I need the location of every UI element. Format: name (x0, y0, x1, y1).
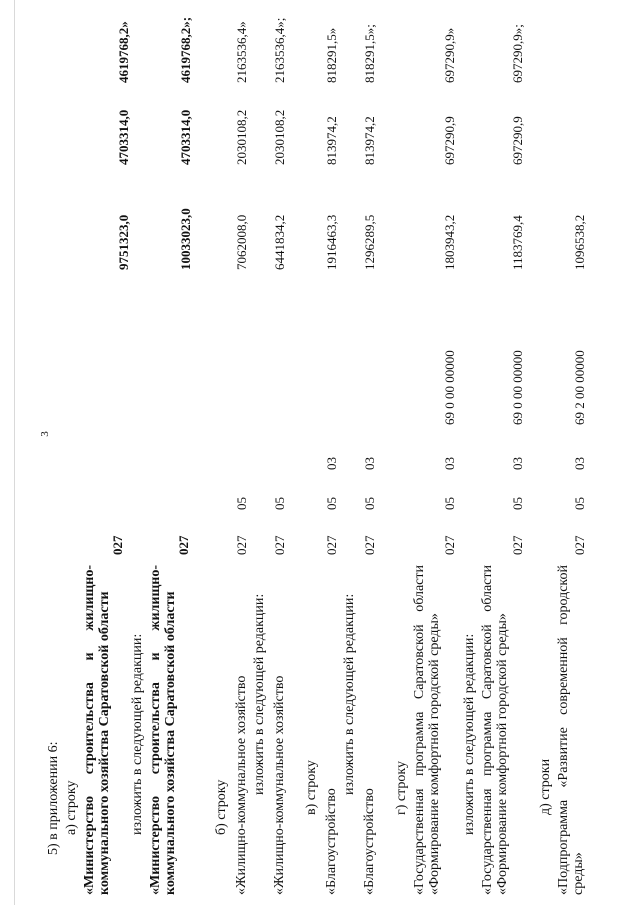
code-subsection: 03 (572, 457, 587, 470)
code-section: 05 (572, 497, 587, 510)
row-description: «Жилищно-коммунальное хозяйство (272, 675, 287, 895)
value-year1: 6441834,2 (272, 214, 287, 270)
code-ministry: 027 (510, 535, 525, 555)
code-ministry: 027 (234, 535, 249, 555)
code-ministry: 027 (442, 535, 457, 555)
value-year2: 2030108,2 (272, 109, 287, 165)
scan-edge-line (14, 0, 15, 905)
block-b-instruction: изложить в следующей редакции: (252, 593, 267, 795)
code-ministry: 027 (176, 535, 191, 555)
row-description: «Министерство строительства и жилищно-коммунального хозяйства Саратовской области (148, 565, 178, 895)
code-section: 05 (234, 497, 249, 510)
intro-text: 5) в приложении 6: (46, 741, 61, 855)
value-year1: 1296289,5 (362, 214, 377, 270)
row-description: «Благоустройство (324, 788, 339, 895)
code-section: 05 (324, 497, 339, 510)
code-target-article: 69 0 00 00000 (510, 350, 525, 425)
value-year3: 2163536,4» (234, 21, 249, 83)
value-year3: 697290,9» (442, 27, 457, 83)
code-ministry: 027 (324, 535, 339, 555)
value-year2: 697290,9 (442, 116, 457, 165)
block-e-label: д) строки (538, 758, 553, 815)
block-d-label: г) строку (394, 760, 409, 815)
row-description: «Благоустройство (362, 788, 377, 895)
code-ministry: 027 (272, 535, 287, 555)
value-year3: 818291,5»; (362, 24, 377, 83)
block-a-instruction: изложить в следующей редакции: (130, 633, 145, 835)
code-ministry: 027 (110, 535, 125, 555)
value-year1: 1916463,3 (324, 214, 339, 270)
code-subsection: 03 (510, 457, 525, 470)
code-ministry: 027 (362, 535, 377, 555)
value-year3: 818291,5» (324, 27, 339, 83)
value-year1: 1096538,2 (572, 214, 587, 270)
value-year1: 9751323,0 (116, 214, 131, 270)
block-a-label: а) строку (64, 780, 79, 835)
rotated-content (38, 0, 638, 895)
value-year1: 1803943,2 (442, 214, 457, 270)
value-year1: 10033023,0 (178, 208, 193, 270)
row-description: «Государственная программа Саратовской области «Формирование комфортной городской среды» (412, 565, 442, 895)
value-year3: 4619768,2»; (178, 16, 193, 83)
value-year1: 1183769,4 (510, 215, 525, 270)
code-subsection: 03 (362, 457, 377, 470)
code-section: 05 (362, 497, 377, 510)
row-description: «Министерство строительства и жилищно-коммунального хозяйства Саратовской области (82, 565, 112, 895)
value-year1: 7062008,0 (234, 214, 249, 270)
row-description: «Государственная программа Саратовской области «Формирование комфортной городской среды» (480, 565, 510, 895)
code-target-article: 69 2 00 00000 (572, 350, 587, 425)
block-c-instruction: изложить в следующей редакции: (342, 593, 357, 795)
block-b-label: б) строку (214, 779, 229, 835)
code-section: 05 (272, 497, 287, 510)
code-target-article: 69 0 00 00000 (442, 350, 457, 425)
code-section: 05 (442, 497, 457, 510)
row-description: «Жилищно-коммунальное хозяйство (234, 675, 249, 895)
value-year3: 697290,9»; (510, 24, 525, 83)
block-c-label: в) строку (304, 760, 319, 815)
code-section: 05 (510, 497, 525, 510)
value-year2: 813974,2 (362, 116, 377, 165)
value-year2: 4703314,0 (116, 109, 131, 165)
value-year2: 2030108,2 (234, 109, 249, 165)
page-number: 3 (38, 431, 51, 437)
value-year2: 697290,9 (510, 116, 525, 165)
value-year2: 4703314,0 (178, 109, 193, 165)
block-d-instruction: изложить в следующей редакции: (462, 633, 477, 835)
row-description: «Подпрограмма «Развитие современной городской среды» (556, 565, 586, 895)
value-year3: 4619768,2» (116, 21, 131, 83)
code-subsection: 03 (442, 457, 457, 470)
code-subsection: 03 (324, 457, 339, 470)
code-ministry: 027 (572, 535, 587, 555)
value-year3: 2163536,4»; (272, 17, 287, 83)
value-year2: 813974,2 (324, 116, 339, 165)
